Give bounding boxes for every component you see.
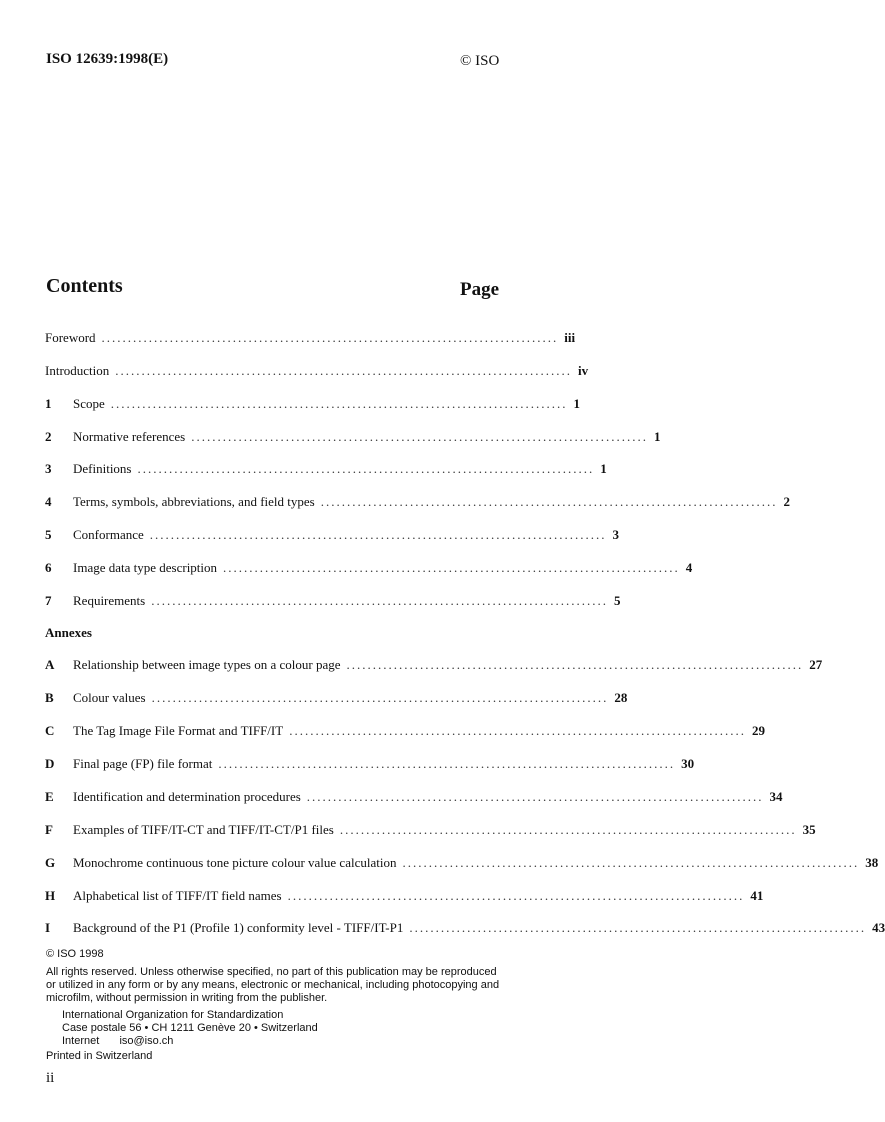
- toc-page: 3: [612, 527, 620, 542]
- annex-entry[interactable]: [45, 756, 695, 776]
- contents-heading: Contents: [46, 275, 123, 297]
- toc-entry[interactable]: [45, 396, 581, 416]
- annexes-heading: Annexes: [45, 625, 92, 640]
- annex-title: Final page (FP) file format: [73, 756, 213, 771]
- annex-letter: D: [45, 756, 55, 771]
- toc-leader: .......................................................................................: [346, 657, 804, 672]
- toc-leader: .......................................................................................: [339, 822, 797, 837]
- annex-letter: C: [45, 723, 55, 738]
- toc-entry[interactable]: [45, 593, 621, 613]
- toc-page: 4: [685, 560, 693, 575]
- toc-title: Foreword: [45, 330, 96, 345]
- annex-title: Alphabetical list of TIFF/IT field names: [73, 888, 282, 903]
- page-number: ii: [46, 1070, 55, 1086]
- toc-page: iii: [564, 330, 576, 345]
- annex-entry[interactable]: [45, 657, 823, 677]
- annex-entry[interactable]: [45, 855, 879, 875]
- annex-letter: H: [45, 888, 56, 903]
- annex-title: The Tag Image File Format and TIFF/IT: [73, 723, 284, 738]
- toc-title: Requirements: [73, 593, 146, 608]
- internet-label: Internet: [62, 1035, 100, 1047]
- toc-title: Image data type description: [73, 560, 218, 575]
- annex-title: Colour values: [73, 690, 146, 705]
- annex-entry[interactable]: [45, 690, 628, 710]
- toc-number: 4: [45, 494, 52, 509]
- annex-page: 35: [802, 822, 816, 837]
- annex-entry[interactable]: [45, 789, 783, 809]
- toc-leader: .......................................................................................: [402, 855, 860, 870]
- annex-letter: B: [45, 690, 54, 705]
- copyright-header: © ISO: [460, 53, 500, 69]
- printed-location: Printed in Switzerland: [46, 1050, 153, 1062]
- toc-leader: .......................................................................................: [306, 789, 764, 804]
- toc-leader: .......................................................................................: [287, 888, 745, 903]
- annex-letter: I: [45, 920, 51, 935]
- annex-title: Identification and determination procedures: [73, 789, 301, 804]
- toc-entry[interactable]: [45, 560, 693, 580]
- toc-number: 7: [45, 593, 52, 608]
- annex-page: 43: [872, 920, 885, 935]
- toc-leader: .......................................................................................: [151, 593, 608, 608]
- annex-letter: E: [45, 789, 54, 804]
- toc-leader: .......................................................................................: [110, 396, 568, 411]
- toc-leader: .......................................................................................: [320, 494, 778, 509]
- annex-page: 29: [751, 723, 765, 738]
- toc-page: iv: [578, 363, 589, 378]
- toc-title: Normative references: [73, 429, 186, 444]
- toc-number: 5: [45, 527, 52, 542]
- annex-letter: G: [45, 855, 56, 870]
- toc-leader: .......................................................................................: [149, 527, 607, 542]
- toc-leader: .......................................................................................: [218, 756, 676, 771]
- toc-title: Conformance: [73, 527, 144, 542]
- toc-leader: .......................................................................................: [101, 330, 559, 345]
- annex-page: 41: [750, 888, 764, 903]
- toc-title: Introduction: [45, 363, 110, 378]
- toc-leader: .......................................................................................: [115, 363, 573, 378]
- publisher-address: [62, 1009, 318, 1048]
- toc-number: 2: [45, 429, 52, 444]
- annex-page: 28: [614, 690, 628, 705]
- annex-letter: A: [45, 657, 55, 672]
- annex-entry[interactable]: [45, 723, 765, 743]
- toc-entry[interactable]: [45, 494, 790, 514]
- toc-title: Definitions: [73, 461, 132, 476]
- annex-title: Relationship between image types on a colour page: [73, 657, 341, 672]
- org-name: International Organization for Standardization: [62, 1009, 284, 1021]
- toc-leader: .......................................................................................: [223, 560, 680, 575]
- toc-title: Terms, symbols, abbreviations, and field types: [73, 494, 315, 509]
- annex-title: Background of the P1 (Profile 1) conformity level - TIFF/IT-P1: [73, 920, 404, 935]
- internet-line: [62, 1035, 318, 1048]
- toc-leader: .......................................................................................: [409, 920, 867, 935]
- toc-leader: .......................................................................................: [151, 690, 609, 705]
- rights-statement: All rights reserved. Unless otherwise specified, no part of this publication may be reproduced or utilized in any form or by any means, electronic or mechanical, including photocopying and microfilm, without permission in writing from the publisher.: [46, 966, 500, 1004]
- annex-entry[interactable]: [45, 822, 816, 842]
- toc-entry[interactable]: [45, 363, 589, 383]
- toc-entry[interactable]: [45, 461, 607, 481]
- toc-page: 2: [783, 494, 790, 509]
- toc-page: 1: [654, 429, 661, 444]
- toc-number: 6: [45, 560, 52, 575]
- annex-page: 38: [865, 855, 879, 870]
- copyright-year: © ISO 1998: [46, 948, 104, 960]
- internet-address[interactable]: iso@iso.ch: [119, 1035, 174, 1047]
- page-column-heading: Page: [460, 279, 500, 300]
- toc-leader: .......................................................................................: [289, 723, 746, 738]
- annex-page: 30: [681, 756, 695, 771]
- toc-leader: .......................................................................................: [191, 429, 648, 444]
- annex-entry[interactable]: [45, 920, 885, 940]
- annex-page: 27: [809, 657, 823, 672]
- toc-entry[interactable]: [45, 527, 620, 547]
- toc-number: 3: [45, 461, 52, 476]
- annex-page: 34: [769, 789, 783, 804]
- annex-entry[interactable]: [45, 888, 764, 908]
- org-address: Case postale 56 • CH 1211 Genève 20 • Switzerland: [62, 1022, 318, 1034]
- document-id: ISO 12639:1998(E): [46, 51, 169, 67]
- annex-letter: F: [45, 822, 53, 837]
- annex-title: Monochrome continuous tone picture colour value calculation: [73, 855, 397, 870]
- toc-title: Scope: [73, 396, 105, 411]
- toc-entry[interactable]: [45, 330, 576, 350]
- toc-leader: .......................................................................................: [137, 461, 595, 476]
- toc-page: 1: [573, 396, 581, 411]
- annex-title: Examples of TIFF/IT-CT and TIFF/IT-CT/P1 files: [73, 822, 334, 837]
- toc-page: 5: [613, 593, 621, 608]
- toc-number: 1: [45, 396, 52, 411]
- toc-page: 1: [600, 461, 607, 476]
- toc-entry[interactable]: [45, 429, 661, 449]
